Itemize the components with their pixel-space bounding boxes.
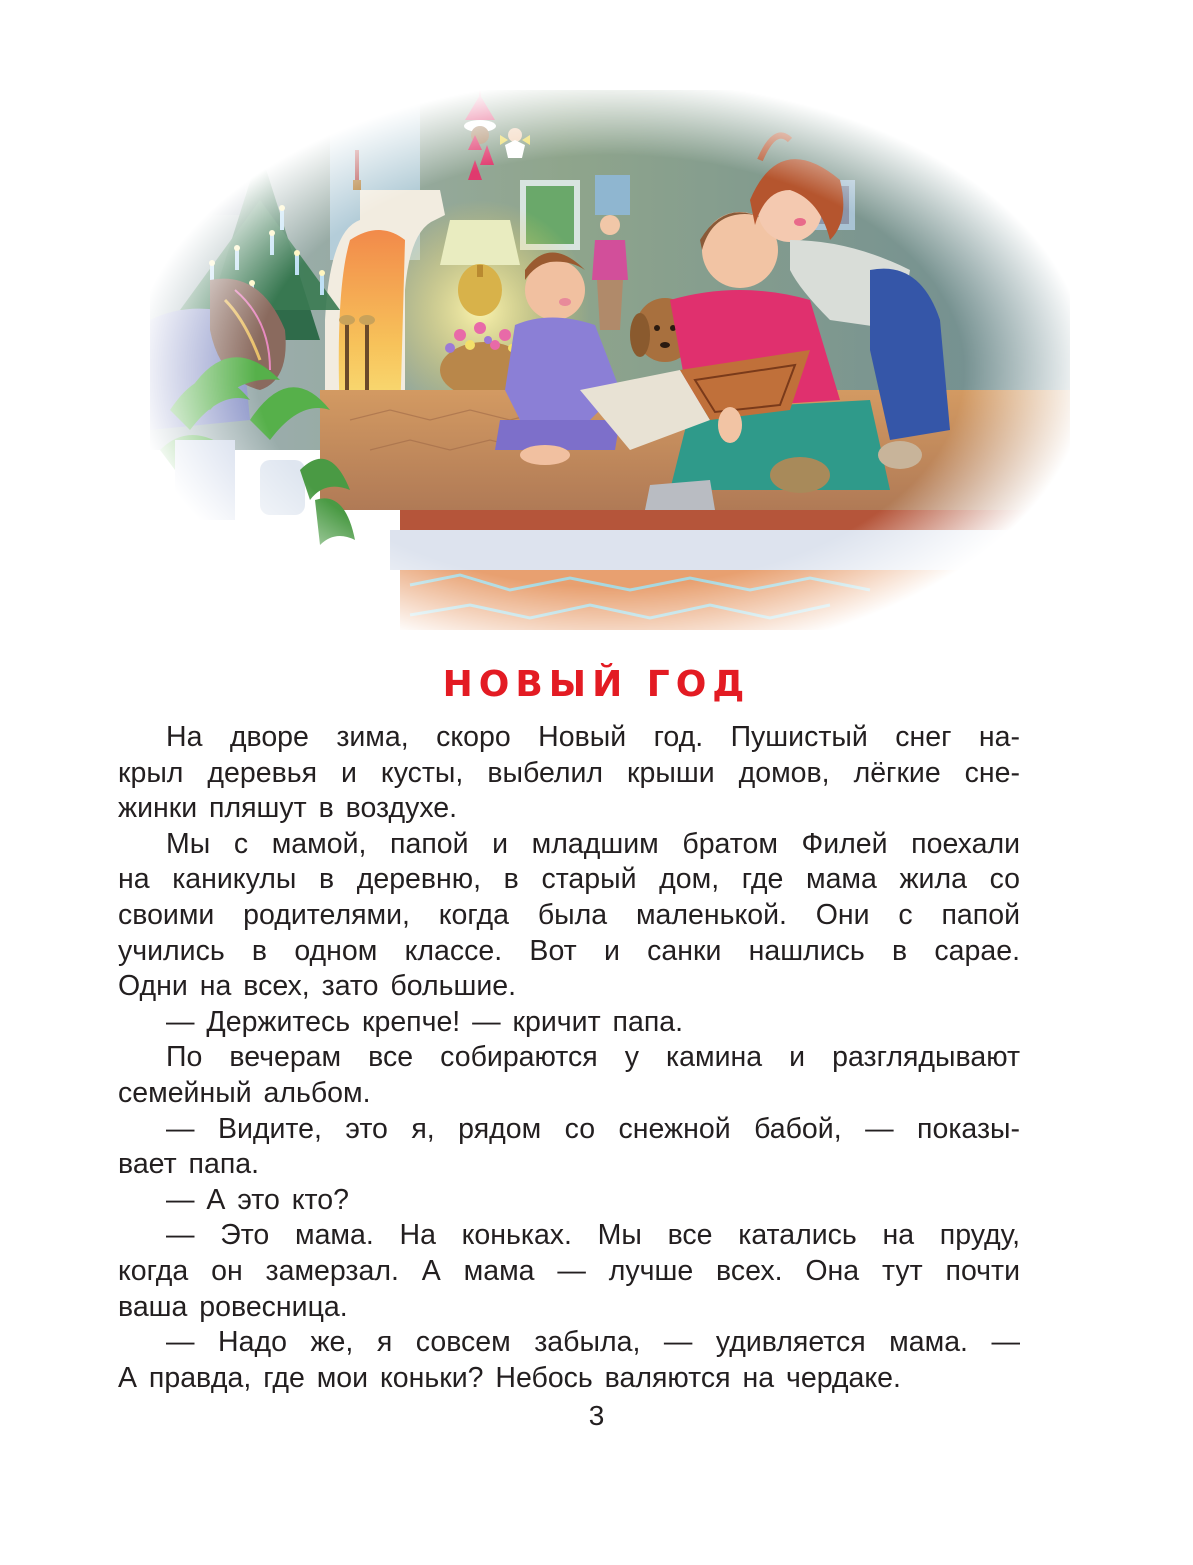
paragraph-2	[118, 827, 1020, 1005]
text-line: — Видите, это я, рядом со снежной бабой, — показы-	[166, 1112, 1020, 1145]
text-line: семейный альбом.	[118, 1076, 371, 1109]
text-line: — Это мама. На коньках. Мы все катались на пруду,	[166, 1219, 1020, 1252]
paragraph-1	[118, 720, 1020, 827]
text-line: ваша ровесница.	[118, 1290, 348, 1323]
text-line: жинки пляшут в воздухе.	[118, 792, 458, 825]
text-line: Мы с мамой, папой и младшим братом Филей поехали	[166, 827, 1020, 860]
text-line: — А это кто?	[166, 1183, 349, 1216]
text-line: — Держитесь крепче! — кричит папа.	[166, 1005, 684, 1038]
story-title: НОВЫЙ ГОД	[442, 664, 751, 706]
story-text	[118, 720, 1020, 1396]
text-line: На дворе зима, скоро Новый год. Пушистый снег на-	[166, 721, 1020, 753]
paragraph-6	[118, 1183, 1020, 1219]
text-line: на каникулы в деревню, в старый дом, где мама жила со	[118, 863, 1020, 896]
text-line: вает папа.	[118, 1148, 260, 1181]
family-fireplace-illustration	[150, 90, 1070, 630]
text-line: По вечерам все собираются у камина и разглядывают	[166, 1041, 1020, 1074]
paragraph-8	[118, 1325, 1020, 1396]
paragraph-3	[118, 1005, 1020, 1041]
paragraph-7	[118, 1218, 1020, 1325]
paragraph-5	[118, 1112, 1020, 1183]
page-number: 3	[588, 1400, 605, 1431]
text-line: учились в одном классе. Вот и санки нашлись в сарае.	[118, 934, 1020, 967]
text-line: крыл деревья и кусты, выбелил крыши домов, лёгкие сне-	[118, 756, 1020, 789]
text-line: когда он замерзал. А мама — лучше всех. Она тут почти	[118, 1254, 1020, 1287]
text-line: своими родителями, когда была маленькой. Они с папой	[118, 898, 1020, 931]
text-line: А правда, где мои коньки? Небось валяются на чердаке.	[118, 1361, 901, 1394]
text-line: Одни на всех, зато большие.	[118, 970, 517, 1003]
text-line: — Надо же, я совсем забыла, — удивляется мама. —	[166, 1326, 1020, 1359]
paragraph-4	[118, 1040, 1020, 1111]
illustration-art	[150, 90, 1070, 630]
